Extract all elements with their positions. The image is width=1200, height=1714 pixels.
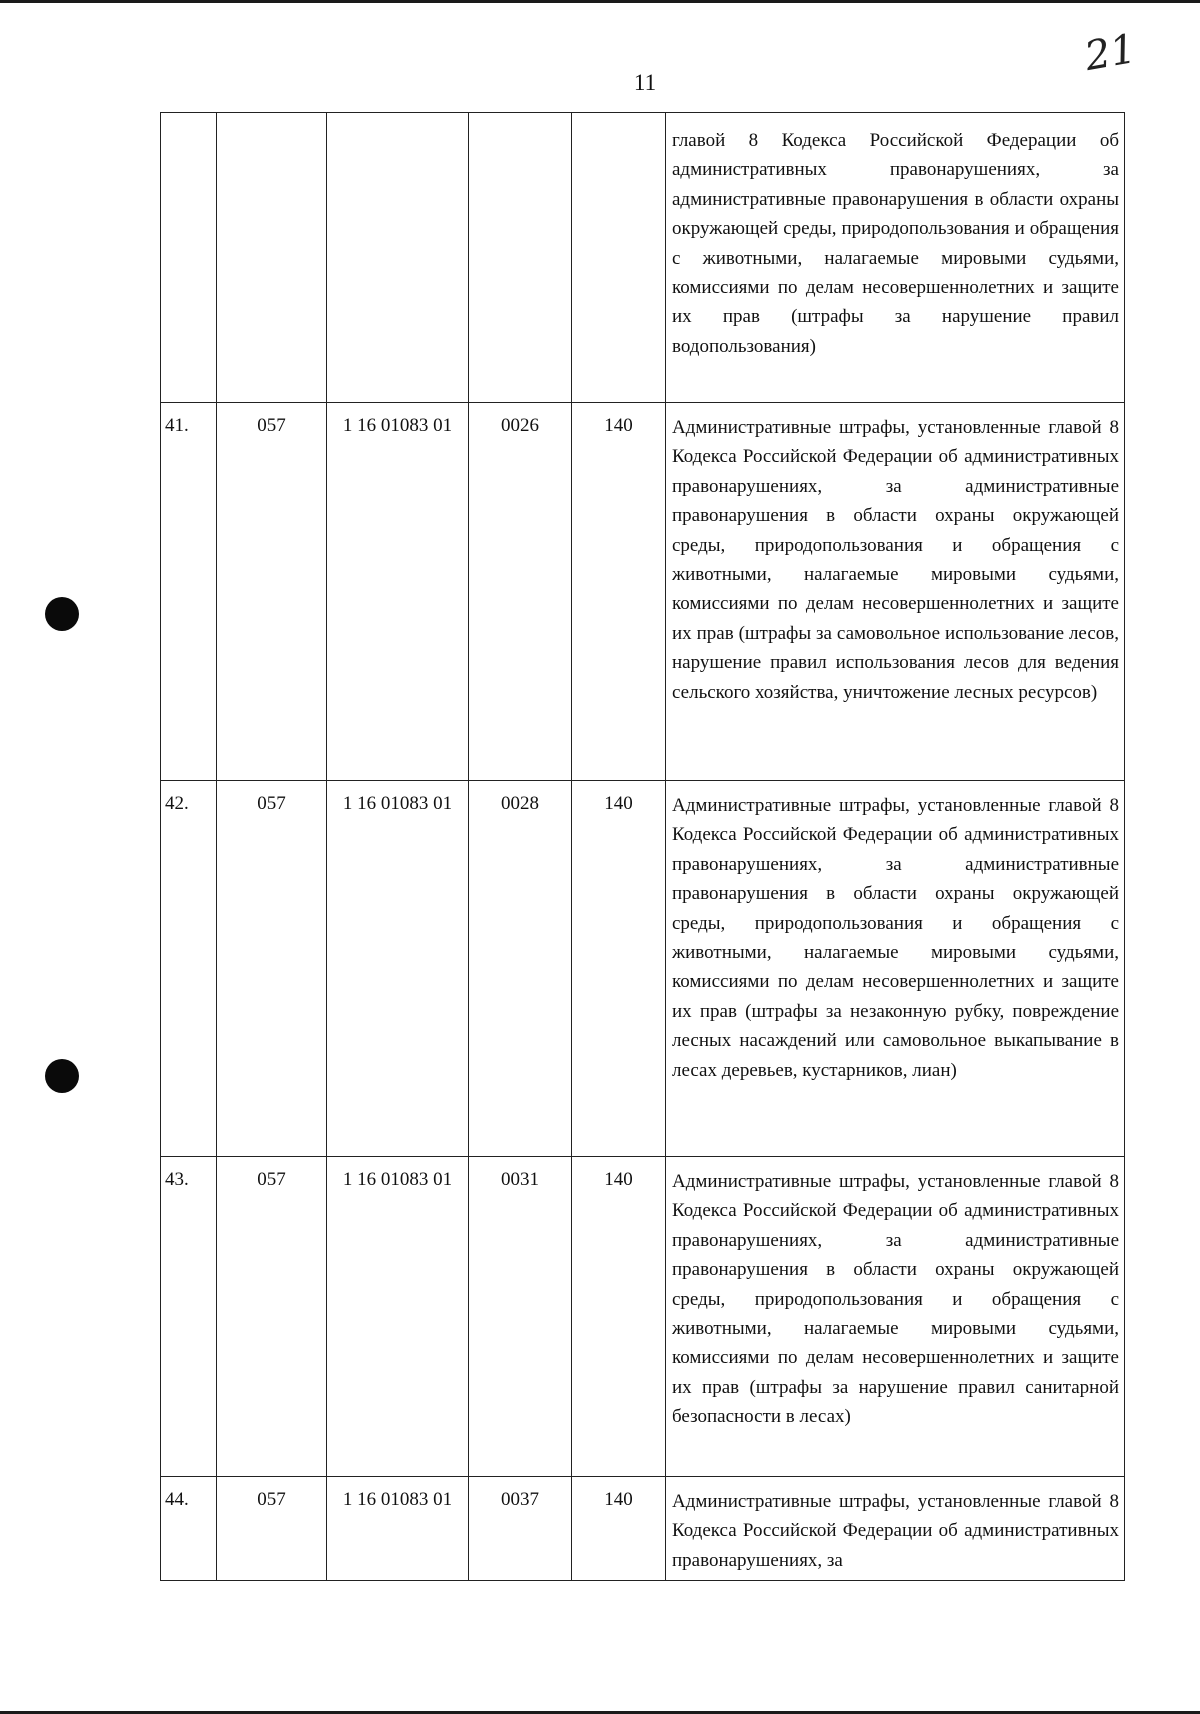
description-cell: главой 8 Кодекса Российской Федерации об административных правонарушениях, за административные правонарушения в области охраны окружающей среды, природопользования и обращения с животными, налагаемые мировыми судьями, комиссиями по делам несовершеннолетних и защите их прав (штрафы за нарушение правил водопользования) — [666, 113, 1125, 403]
kbk-code: 1 16 01083 01 — [327, 781, 469, 1157]
admin-code: 057 — [217, 1157, 327, 1477]
kind-code: 140 — [572, 1157, 666, 1477]
row-number: 41. — [161, 403, 217, 781]
revenue-codes-table — [160, 112, 1125, 1581]
punch-hole-mark — [45, 1059, 79, 1093]
row-number: 43. — [161, 1157, 217, 1477]
handwritten-page-number: 21 — [1081, 25, 1140, 81]
table-row — [161, 781, 1125, 1157]
table-cell — [469, 113, 572, 403]
description-cell: Административные штрафы, установленные главой 8 Кодекса Российской Федерации об административных правонарушениях, за административные правонарушения в области охраны окружающей среды, природопользования и обращения с животными, налагаемые мировыми судьями, комиссиями по делам несовершеннолетних и защите их прав (штрафы за незаконную рубку, повреждение лесных насаждений или самовольное выкапывание в лесах деревьев, кустарников, лиан) — [666, 781, 1125, 1157]
table-cell — [572, 113, 666, 403]
page-number: 11 — [633, 70, 657, 95]
description-cell: Административные штрафы, установленные главой 8 Кодекса Российской Федерации об административных правонарушениях, за — [666, 1477, 1125, 1581]
scan-edge-top — [0, 0, 1200, 3]
kbk-code: 1 16 01083 01 — [327, 1477, 469, 1581]
table-row — [161, 1477, 1125, 1581]
subtype-code: 0031 — [469, 1157, 572, 1477]
admin-code: 057 — [217, 1477, 327, 1581]
kbk-code: 1 16 01083 01 — [327, 1157, 469, 1477]
description-cell: Административные штрафы, установленные главой 8 Кодекса Российской Федерации об административных правонарушениях, за административные правонарушения в области охраны окружающей среды, природопользования и обращения с животными, налагаемые мировыми судьями, комиссиями по делам несовершеннолетних и защите их прав (штрафы за самовольное использование лесов, нарушение правил использования лесов для ведения сельского хозяйства, уничтожение лесных ресурсов) — [666, 403, 1125, 781]
kind-code: 140 — [572, 403, 666, 781]
kbk-code: 1 16 01083 01 — [327, 403, 469, 781]
row-number: 44. — [161, 1477, 217, 1581]
table-cell — [161, 113, 217, 403]
table-cell — [327, 113, 469, 403]
punch-hole-mark — [45, 597, 79, 631]
subtype-code: 0037 — [469, 1477, 572, 1581]
table-row-continuation — [161, 113, 1125, 403]
table-cell — [217, 113, 327, 403]
subtype-code: 0028 — [469, 781, 572, 1157]
table-row — [161, 1157, 1125, 1477]
row-number: 42. — [161, 781, 217, 1157]
admin-code: 057 — [217, 781, 327, 1157]
description-cell: Административные штрафы, установленные главой 8 Кодекса Российской Федерации об административных правонарушениях, за административные правонарушения в области охраны окружающей среды, природопользования и обращения с животными, налагаемые мировыми судьями, комиссиями по делам несовершеннолетних и защите их прав (штрафы за нарушение правил санитарной безопасности в лесах) — [666, 1157, 1125, 1477]
kind-code: 140 — [572, 781, 666, 1157]
table-row — [161, 403, 1125, 781]
admin-code: 057 — [217, 403, 327, 781]
kind-code: 140 — [572, 1477, 666, 1581]
subtype-code: 0026 — [469, 403, 572, 781]
